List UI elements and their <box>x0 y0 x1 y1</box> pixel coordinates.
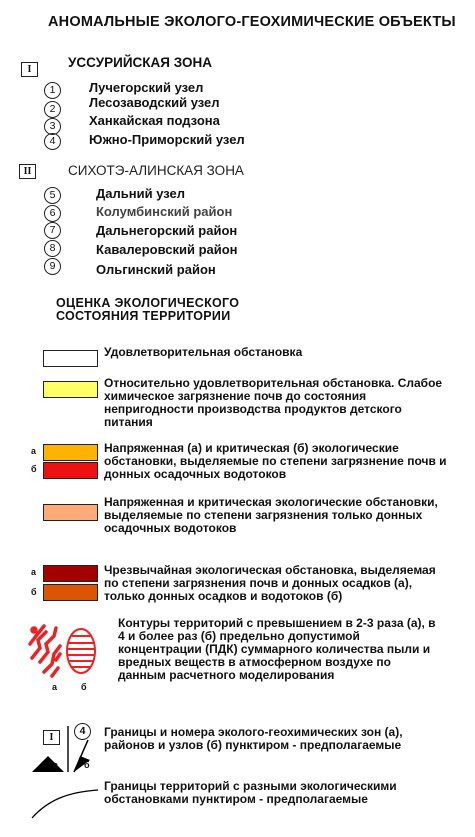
zone-1-box: I <box>21 62 38 77</box>
label-a-boundary: а <box>53 760 59 770</box>
swatch-critical-b <box>43 462 98 479</box>
legend-emergency-text: Чрезвычайная экологическая обстановка, выделяемая по степени загрязнения почв и донных осадков (а), только донных осадков и водотоков (б) <box>104 563 436 603</box>
node-3-label: Ханкайская подзона <box>89 113 220 128</box>
legend-relatively-satisfactory-text: Относительно удовлетворительная обстановка. Слабое химическое загрязнение почв до состояния непригодности производства продуктов детского питания <box>104 376 443 429</box>
boundary-node-circle: 4 <box>74 723 91 740</box>
node-4-label: Южно-Приморский узел <box>89 132 245 147</box>
zone-2-box: II <box>19 164 36 179</box>
label-b-emergency: б <box>31 587 37 597</box>
zone-2-title: СИХОТЭ-АЛИНСКАЯ ЗОНА <box>68 163 244 178</box>
node-5-label: Дальний узел <box>96 186 186 201</box>
legend-satisfactory-text: Удовлетворительная обстановка <box>104 345 303 359</box>
node-1-label: Лучегорский узел <box>89 80 204 95</box>
node-8-circle: 8 <box>44 240 61 257</box>
swatch-tense-a <box>43 444 98 461</box>
swatch-satisfactory <box>43 350 98 367</box>
swatch-relatively-satisfactory <box>43 381 98 398</box>
node-2-label: Лесозаводский узел <box>89 95 220 110</box>
label-b: б <box>31 464 37 474</box>
swatch-emergency-a <box>43 565 98 582</box>
assessment-heading-line2: СОСТОЯНИЯ ТЕРРИТОРИИ <box>56 309 231 323</box>
label-a-contour: а <box>52 682 58 692</box>
legend-tense-critical-text: Напряженная (а) и критическая (б) экологические обстановки, выделяемые по степени загрязнение почв и донных осадочных водотоков <box>104 441 447 481</box>
boundary-zone-box: I <box>43 730 60 745</box>
legend-boundaries-text: Границы и номера эколого-геохимических зон (а), районов и узлов (б) пунктиром - предполагаемые <box>104 725 403 752</box>
legend-contours-text: Контуры территорий с превышением в 2-3 раза (а), в 4 и более раз (б) предельно допустимой концентрации (ПДК) суммарного количества пыли и вредных веществ в атмосферном воздухе по данным расчетного моделирования <box>118 616 436 682</box>
assessment-heading-line1: ОЦЕНКА ЭКОЛОГИЧЕСКОГО <box>56 296 240 310</box>
node-9-label: Ольгинский район <box>96 262 216 277</box>
label-a: а <box>31 446 37 456</box>
label-a-emergency: а <box>31 567 37 577</box>
legend-situation-boundaries-text: Границы территорий с разными экологическими обстановками пунктиром - предполагаемые <box>104 779 397 806</box>
situation-boundary-icon <box>28 786 100 822</box>
node-2-circle: 2 <box>44 101 61 118</box>
assessment-heading <box>56 297 239 323</box>
node-7-circle: 7 <box>44 222 61 239</box>
node-4-circle: 4 <box>44 133 61 150</box>
node-3-circle: 3 <box>44 118 61 135</box>
node-1-circle: 1 <box>44 82 61 99</box>
node-7-label: Дальнегорский район <box>96 223 238 238</box>
label-b-contour: б <box>81 682 87 692</box>
node-9-circle: 9 <box>44 258 61 275</box>
contour-b-icon <box>67 629 95 673</box>
node-6-circle: 6 <box>44 205 61 222</box>
swatch-emergency-b <box>43 584 98 601</box>
node-5-circle: 5 <box>44 187 61 204</box>
node-8-label: Кавалеровский район <box>96 242 238 257</box>
legend-title: АНОМАЛЬНЫЕ ЭКОЛОГО-ГЕОХИМИЧЕСКИЕ ОБЪЕКТЫ <box>48 14 456 30</box>
zone-1-title: УССУРИЙСКАЯ ЗОНА <box>68 55 212 70</box>
swatch-sediments-only <box>43 504 98 521</box>
label-b-boundary: б <box>84 760 90 770</box>
contour-symbol-icon <box>26 618 100 680</box>
boundary-symbol-icon <box>30 722 108 774</box>
contour-a-icon <box>30 626 60 676</box>
node-6-label: Колумбинский район <box>96 204 233 219</box>
legend-sediments-only-text: Напряженная и критическая экологические обстановки, выделяемые по степени загрязнения только донных осадочных водотоков <box>104 495 438 535</box>
